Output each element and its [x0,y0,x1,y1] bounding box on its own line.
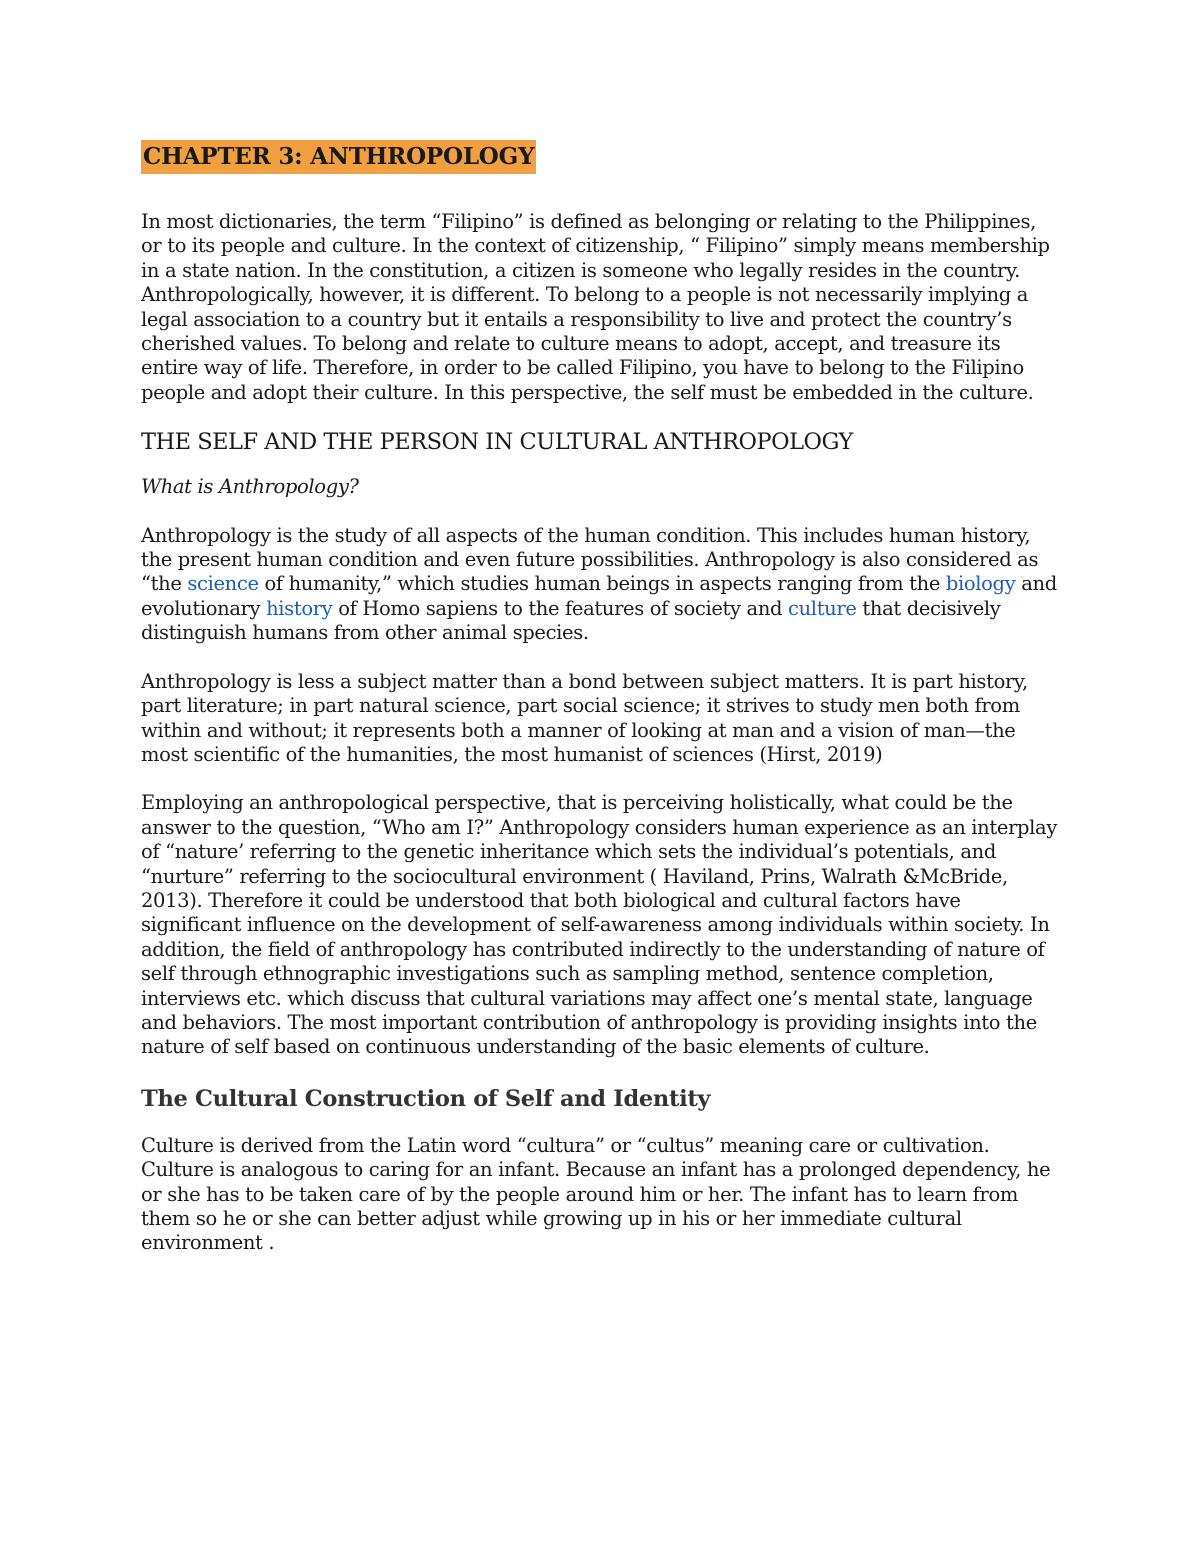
biology-link[interactable]: biology [945,572,1016,596]
definition-paragraph [141,524,1061,646]
construction-heading: The Cultural Construction of Self and Identity [141,1085,711,1112]
intro-paragraph: In most dictionaries, the term “Filipino” is defined as belonging or relating to the Philippines, or to its people and culture. In the context of citizenship, “ Filipino” simply means membership in a state nation. In the constitution, a citizen is someone who legally resides in the country. Anthropologically, however, it is different. To belong to a people is not necessarily implying a legal association to a country but it entails a responsibility to live and protect the country’s cherished values. To belong and relate to culture means to adopt, accept, and treasure its entire way of life. Therefore, in order to be called Filipino, you have to belong to the Filipino people and adopt their culture. In this perspective, the self must be embedded in the culture. [141,210,1050,404]
definition-text-5: that decisively distinguish humans from other animal species. [141,596,1001,645]
definition-text-4: of Homo sapiens to the features of society and [332,596,789,620]
bond-paragraph: Anthropology is less a subject matter than a bond between subject matters. It is part history, part literature; in part natural science, part social science; it strives to study men both from within and without; it represents both a manner of looking at man and a vision of man—the most scientific of the humanities, the most humanist of sciences (Hirst, 2019) [141,669,1028,766]
document-page [141,140,1061,1280]
perspective-paragraph: Employing an anthropological perspective, that is perceiving holistically, what could be the answer to the question, “Who am I?” Anthropology considers human experience as an interplay of “nature’ referring to the genetic inheritance which sets the individual’s potentials, and “nurture” referring to the sociocultural environment ( Haviland, Prins, Walrath &McBride, 2013). Therefore it could be understood that both biological and cultural factors have significant influence on the development of self-awareness among individuals within society. In addition, the field of anthropology has contributed indirectly to the understanding of nature of self through ethnographic investigations such as sampling method, sentence completion, interviews etc. which discuss that cultural variations may affect one’s mental state, language and behaviors. The most important contribution of anthropology is providing insights into the nature of self based on continuous understanding of the basic elements of culture. [141,791,1057,1059]
section-heading: THE SELF AND THE PERSON IN CULTURAL ANTHROPOLOGY [141,429,853,456]
science-link[interactable]: science [187,572,259,596]
culture-link[interactable]: culture [788,596,857,620]
question-heading: What is Anthropology? [141,475,359,499]
chapter-title: CHAPTER 3: ANTHROPOLOGY [141,140,536,174]
definition-text-1: Anthropology is the study of all aspects of the human condition. This includes human history, the present human condition and even future possibilities. Anthropology is also considered as “the [141,523,1039,596]
definition-text-2: of humanity,” which studies human beings in aspects ranging from the [258,572,946,596]
definition-text-3: and evolutionary [141,572,1057,620]
history-link[interactable]: history [266,596,333,620]
culture-paragraph: Culture is derived from the Latin word “cultura” or “cultus” meaning care or cultivation. Culture is analogous to caring for an infant. Because an infant has a prolonged dependency, he or she has to be taken care of by the people around him or her. The infant has to learn from them so he or she can better adjust while growing up in his or her immediate cultural environment . [141,1133,1051,1255]
